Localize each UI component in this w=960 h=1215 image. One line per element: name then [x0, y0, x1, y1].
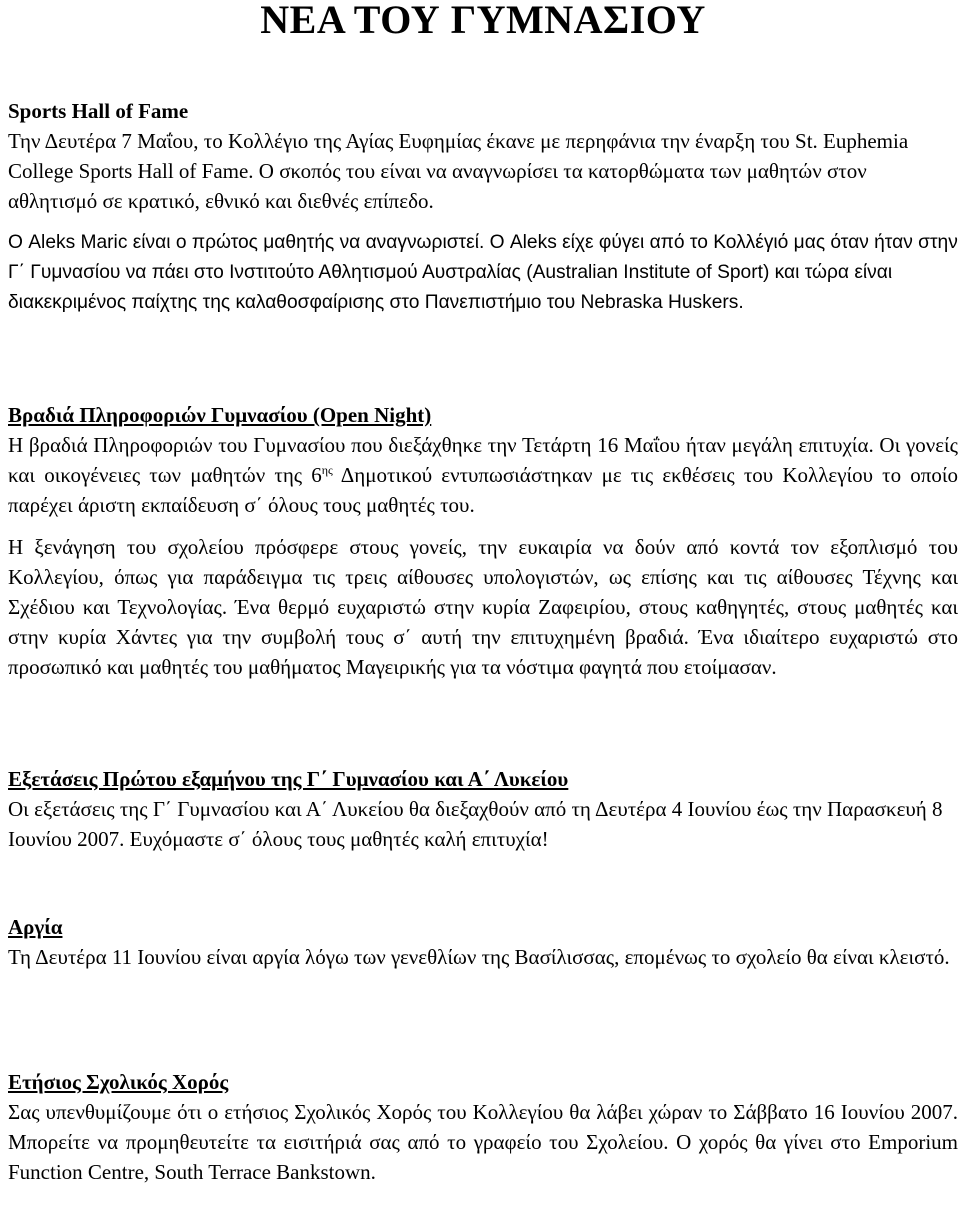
section-paragraph: Τη Δευτέρα 11 Ιουνίου είναι αργία λόγω των γενεθλίων της Βασίλισσας, επομένως το σχολείο θα είναι κλειστό.	[8, 945, 950, 969]
section-paragraph: Ο Aleks Maric είναι ο πρώτος μαθητής να αναγνωριστεί. Ο Aleks είχε φύγει από το Κολλέγιό μας όταν ήταν στην Γ΄ Γυμνασίου να πάει στο Ινστιτούτο Αθλητισμού Αυστραλίας (Australian Institute of Sport) και τώρα είναι διακεκριμένος παίχτης της καλαθοσφαίρισης στο Πανεπιστήμιο του Nebraska Huskers.	[8, 232, 958, 313]
section-paragraph: Η ξενάγηση του σχολείου πρόσφερε στους γονείς, την ευκαιρία να δούν από κοντά τον εξοπλισμό του Κολλεγίου, όπως για παράδειγμα τις τρεις αίθουσες υπολογιστών, ως επίσης και τις αίθουσες Τέχνης και Σχέδιου και Τεχνολογίας. Ένα θερμό ευχαριστώ στην κυρία Ζαφειρίου, στους καθηγητές, στους μαθητές και στην κυρία Χάντες για την συμβολή τους σ΄ αυτή την επιτυχημένη βραδιά. Ένα ιδιαίτερο ευχαριστώ στο προσωπικό και μαθητές του μαθήματος Μαγειρικής για τα νόστιμα φαγητά που ετοίμασαν.	[8, 535, 958, 679]
section-paragraph: Σας υπενθυμίζουμε ότι ο ετήσιος Σχολικός Χορός του Κολλεγίου θα λάβει χώραν το Σάββατο 16 Ιουνίου 2007. Μπορείτε να προμηθευτείτε τα εισιτήριά σας από το γραφείο του Σχολείου. Ο χορός θα γίνει στο Emporium Function Centre, South Terrace Bankstown.	[8, 1100, 958, 1184]
section-open-night	[8, 400, 958, 682]
section-heading: Αργία	[8, 915, 63, 939]
section-heading: Sports Hall of Fame	[8, 99, 189, 123]
section-paragraph: Οι εξετάσεις της Γ΄ Γυμνασίου και Α΄ Λυκείου θα διεξαχθούν από τη Δευτέρα 4 Ιουνίου έως την Παρασκευή 8 Ιουνίου 2007. Ευχόμαστε σ΄ όλους τους μαθητές καλή επιτυχία!	[8, 797, 943, 851]
section-heading: Ετήσιος Σχολικός Χορός	[8, 1070, 229, 1094]
page-title: ΝΕΑ ΤΟΥ ΓΥΜΝΑΣΙΟΥ	[260, 0, 706, 38]
section-school-dance	[8, 1067, 958, 1187]
section-heading: Βραδιά Πληροφοριών Γυμνασίου (Open Night)	[8, 403, 432, 427]
section-exams	[8, 764, 958, 854]
section-sports-hall-of-fame	[8, 96, 958, 318]
section-paragraph: Η βραδιά Πληροφοριών του Γυμνασίου που διεξάχθηκε την Τετάρτη 16 Μαΐου ήταν μεγάλη επιτυχία. Οι γονείς και οικογένειες των μαθητών της $6^{\eta\varsigma}$ Δημοτικού εντυπωσιάστηκαν με τις εκθέσεις του Κολλεγίου το οποίο παρέχει άριστη εκπαίδευση σ΄ όλους τους μαθητές του.	[8, 433, 958, 517]
section-holiday	[8, 912, 958, 972]
section-heading: Εξετάσεις Πρώτου εξαμήνου της Γ΄ Γυμνασίου και Α΄ Λυκείου	[8, 767, 569, 791]
section-paragraph: Την Δευτέρα 7 Μαΐου, το Κολλέγιο της Αγίας Ευφημίας έκανε με περηφάνια την έναρξη του St. Euphemia College Sports Hall of Fame. Ο σκοπός του είναι να αναγνωρίσει τα κατορθώματα των μαθητών στον αθλητισμό σε κρατικό, εθνικό και διεθνές επίπεδο.	[8, 129, 909, 213]
